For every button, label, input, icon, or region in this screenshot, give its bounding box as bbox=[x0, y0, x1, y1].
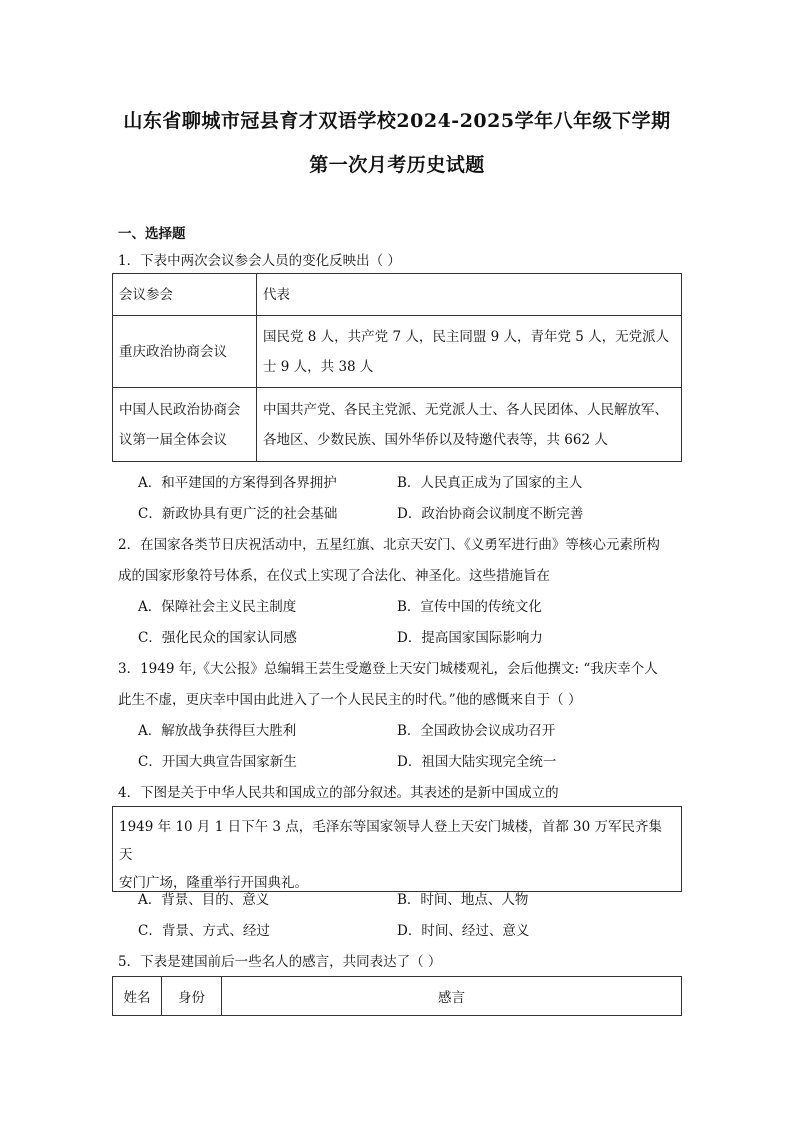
q2-option-b[interactable]: B．宣传中国的传统文化 bbox=[397, 599, 542, 615]
q1-cell-reps-line: 国民党 8 人，共产党 7 人，民主同盟 9 人，青年党 5 人，无党派人 bbox=[263, 328, 670, 345]
q1-cell-reps bbox=[257, 316, 682, 388]
q2-option-c[interactable]: C．强化民众的国家认同感 bbox=[138, 630, 297, 646]
q4-option-b[interactable]: B．时间、地点、人物 bbox=[397, 892, 529, 908]
q2-option-d[interactable]: D．提高国家国际影响力 bbox=[397, 630, 543, 646]
q2-stem-line-1: 2．在国家各类节日庆祝活动中，五星红旗、北京天安门、《义勇军进行曲》等核心元素所构 bbox=[118, 537, 660, 553]
q4-box-line: 安门广场，隆重举行开国典礼。 bbox=[119, 875, 308, 891]
q1-cell-reps bbox=[257, 388, 682, 462]
table-row bbox=[113, 388, 682, 462]
q3-option-d[interactable]: D．祖国大陆实现完全统一 bbox=[397, 754, 557, 770]
q1-cell-reps-line: 各地区、少数民族、国外华侨以及特邀代表等，共 662 人 bbox=[263, 431, 608, 448]
q4-option-a[interactable]: A．背景、目的、意义 bbox=[138, 892, 270, 908]
q3-option-a[interactable]: A．解放战争获得巨大胜利 bbox=[138, 723, 297, 739]
section-heading: 一、选择题 bbox=[118, 226, 186, 242]
q5-stem: 5．下表是建国前后一些名人的感言，共同表达了（ ） bbox=[118, 954, 442, 970]
table-row bbox=[113, 274, 682, 316]
q4-stem: 4．下图是关于中华人民共和国成立的部分叙述。其表述的是新中国成立的 bbox=[118, 785, 559, 801]
q1-cell-reps-line: 士 9 人，共 38 人 bbox=[263, 358, 374, 375]
table-row bbox=[113, 977, 682, 1016]
q2-option-a[interactable]: A．保障社会主义民主制度 bbox=[138, 599, 297, 615]
q2-stem-line-2: 成的国家形象符号体系，在仪式上实现了合法化、神圣化。这些措施旨在 bbox=[118, 568, 550, 584]
q3-option-b[interactable]: B．全国政协会议成功召开 bbox=[397, 723, 556, 739]
q1-stem: 1．下表中两次会议参会人员的变化反映出（ ） bbox=[118, 253, 401, 269]
q4-box-line: 1949 年 10 月 1 日下午 3 点，毛泽东等国家领导人登上天安门城楼，首都 30 万军民齐集天 bbox=[119, 819, 663, 863]
q5-header-name: 姓名 bbox=[113, 977, 162, 1016]
q3-stem-line-1: 3．1949 年,《大公报》总编辑王芸生受邀登上天安门城楼观礼，会后他撰文: “我庆幸个人 bbox=[118, 661, 658, 677]
q1-table bbox=[112, 273, 682, 462]
q1-cell-meeting bbox=[113, 388, 257, 462]
q4-option-c[interactable]: C．背景、方式、经过 bbox=[138, 923, 270, 939]
q5-header-remarks: 感言 bbox=[222, 977, 682, 1016]
q1-cell-meeting: 重庆政治协商会议 bbox=[113, 316, 257, 388]
q1-cell-meeting-line: 议第一届全体会议 bbox=[119, 431, 227, 448]
q3-option-c[interactable]: C．开国大典宣告国家新生 bbox=[138, 754, 297, 770]
q1-option-c[interactable]: C．新政协具有更广泛的社会基础 bbox=[138, 506, 338, 522]
q1-header-meeting: 会议参会 bbox=[113, 274, 257, 316]
q5-header-identity: 身份 bbox=[162, 977, 222, 1016]
q1-option-b[interactable]: B．人民真正成为了国家的主人 bbox=[397, 475, 583, 491]
page-title-line-1: 山东省聊城市冠县育才双语学校2024-2025学年八年级下学期 bbox=[123, 110, 671, 132]
q3-stem-line-2: 此生不虚，更庆幸中国由此进入了一个人民民主的时代。”他的感慨来自于（ ） bbox=[118, 692, 582, 708]
page-title-line-2: 第一次月考历史试题 bbox=[309, 154, 485, 176]
q1-cell-reps-line: 中国共产党、各民主党派、无党派人士、各人民团体、人民解放军、 bbox=[263, 401, 668, 418]
q1-option-a[interactable]: A．和平建国的方案得到各界拥护 bbox=[138, 475, 337, 491]
table-row bbox=[113, 316, 682, 388]
q4-option-d[interactable]: D．时间、经过、意义 bbox=[397, 923, 530, 939]
q1-header-reps: 代表 bbox=[257, 274, 682, 316]
q5-table bbox=[112, 976, 682, 1016]
q1-option-d[interactable]: D．政治协商会议制度不断完善 bbox=[397, 506, 584, 522]
q4-text-box bbox=[112, 806, 682, 892]
q1-cell-meeting-line: 中国人民政治协商会 bbox=[119, 401, 241, 418]
